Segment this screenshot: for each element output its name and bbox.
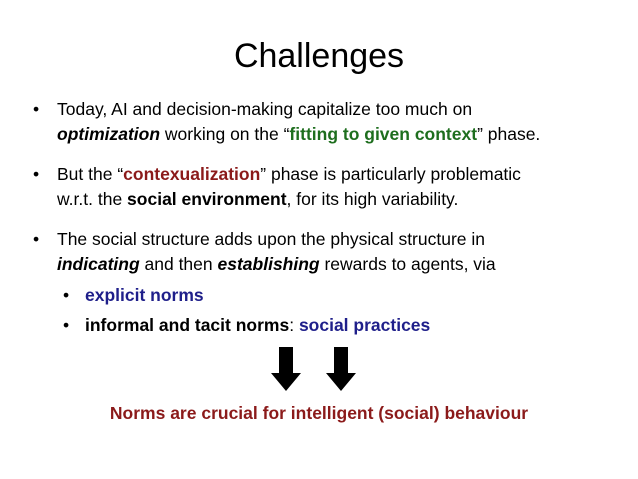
bullet-symbol: • (63, 315, 70, 335)
bullet-text (57, 227, 627, 277)
highlight-blue-text: explicit norms (85, 285, 204, 305)
arrow-down-icon (271, 347, 301, 391)
text-span: But the “ (57, 164, 124, 184)
bullet-line (57, 252, 627, 277)
text-span: and then (139, 254, 218, 274)
bold-text: informal and tacit norms (85, 315, 290, 335)
text-span: w.r.t. the (57, 189, 128, 209)
emphasis-text: establishing (217, 254, 320, 274)
conclusion-text: Norms are crucial for intelligent (social) behaviour (109, 403, 529, 423)
text-span: rewards to agents, via (319, 254, 496, 274)
text-span: working on the “ (160, 124, 290, 144)
sub-bullet-item-1 (63, 283, 204, 308)
bullet-line (57, 187, 627, 212)
highlight-red-text: contexualization (123, 164, 261, 184)
bold-text: social environment (127, 189, 287, 209)
highlight-blue-text: social practices (298, 315, 431, 335)
bullet-symbol: • (63, 285, 70, 305)
bullet-line (57, 162, 627, 187)
text-span: Today, AI and decision-making capitalize too much on (57, 99, 473, 119)
text-span: The social structure adds upon the physical structure in (57, 229, 485, 249)
bullet-text (57, 162, 627, 212)
bullet-symbol: • (33, 164, 40, 184)
text-span: , for its high variability. (286, 189, 459, 209)
bullet-symbol: • (33, 99, 40, 119)
emphasis-text: optimization (57, 124, 161, 144)
bullet-text (57, 97, 627, 147)
emphasis-text: indicating (57, 254, 140, 274)
text-span: ” phase. (477, 124, 541, 144)
highlight-green-text: fitting to given context (289, 124, 478, 144)
bullet-line (57, 122, 627, 147)
arrow-down-icon (326, 347, 356, 391)
slide-title: Challenges (233, 37, 405, 75)
text-span: : (289, 315, 299, 335)
sub-bullet-item-2 (63, 313, 430, 338)
text-span: ” phase is particularly problematic (260, 164, 521, 184)
bullet-line (57, 227, 627, 252)
bullet-line (57, 97, 627, 122)
bullet-symbol: • (33, 229, 40, 249)
